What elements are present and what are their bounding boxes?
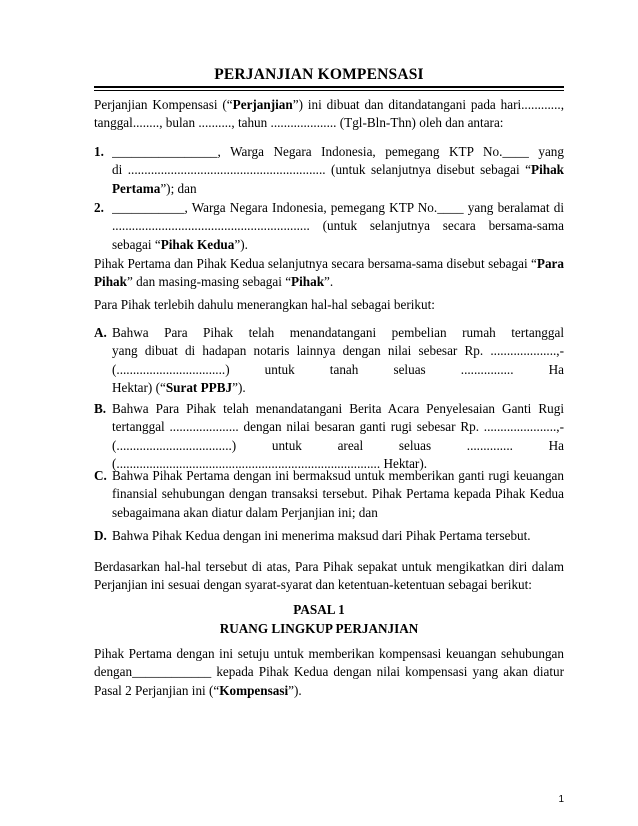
pasal-1-subheading: RUANG LINGKUP PERJANJIAN — [219, 621, 419, 636]
party2-number: 2. — [94, 200, 104, 215]
recital-intro-line: Para Pihak terlebih dahulu menerangkan hal-hal sebagai berikut: — [94, 297, 435, 312]
recital-b-letter: B. — [94, 401, 107, 416]
party1-line-2: di ............................................................ (untuk selanjutnya disebut sebagai “Pihak — [112, 162, 564, 178]
title-rule-thin — [94, 90, 564, 91]
recital-b-line-1: Bahwa Para Pihak telah menandatangani Berita Acara Penyelesaian Ganti Rugi — [112, 401, 564, 416]
intro-paragraph — [94, 96, 564, 133]
party2-paragraph — [112, 199, 564, 254]
recital-d-line-1: Bahwa Pihak Kedua dengan ini menerima maksud dari Pihak Pertama tersebut. — [112, 528, 531, 543]
party1-paragraph — [112, 143, 564, 198]
recital-c-line-1: Bahwa Pihak Pertama dengan ini bermaksud untuk memberikan ganti rugi keuangan — [112, 468, 564, 483]
party2-line-1: ___________, Warga Negara Indonesia, pemegang KTP No.____ yang beralamat di — [112, 200, 564, 215]
recital-intro — [94, 296, 564, 314]
recital-b-line-4: (................................................................................ Hektar). — [112, 456, 428, 472]
recital-a-line-1: Bahwa Para Pihak telah menandatangani pembelian rumah tertanggal — [112, 325, 564, 340]
party2-line-3: sebagai “Pihak Kedua”). — [112, 236, 248, 252]
recital-c-line-2: finansial sehubungan dengan transaksi tersebut. Pihak Pertama kepada Pihak Kedua — [112, 486, 564, 502]
pasal-1-heading: PASAL 1 — [293, 602, 345, 617]
recital-a-line-4: Hektar) (“Surat PPBJ”). — [112, 380, 246, 396]
closing-line-2: Perjanjian ini sesuai dengan syarat-syarat dan ketentuan-ketentuan sebagai berikut: — [94, 577, 532, 593]
recital-d-letter: D. — [94, 528, 107, 543]
intro-line-2: tanggal........, bulan .........., tahun .................... (Tgl-Bln-Thn) oleh dan antara: — [94, 115, 504, 131]
party2-line-2: ............................................................ (untuk selanjutnya secara bersama-sama — [112, 218, 564, 234]
recital-a-line-2: yang dibuat di hadapan notaris lainnya dengan nilai sebesar Rp. ....................,- — [112, 343, 564, 359]
recital-d-paragraph — [112, 527, 564, 545]
party1-line-3: Pertama”); dan — [112, 180, 197, 196]
recital-a-paragraph — [112, 324, 564, 398]
pasal-1-paragraph — [94, 645, 564, 700]
recital-b-line-2: tertanggal ..................... dengan nilai besaran ganti rugi sebesar Rp. ......................,- — [112, 419, 564, 435]
para-pihak-line-1: Pihak Pertama dan Pihak Kedua selanjutnya secara bersama-sama disebut sebagai “Para — [94, 256, 564, 271]
recital-b-paragraph — [112, 400, 564, 474]
pasal-1-line-1: Pihak Pertama dengan ini setuju untuk memberikan kompensasi keuangan sehubungan — [94, 646, 564, 661]
pasal-1-line-3: Pasal 2 Perjanjian ini (“Kompensasi”). — [94, 682, 302, 698]
para-pihak-paragraph — [94, 255, 564, 292]
page-number: 1 — [558, 794, 564, 805]
pasal-1-line-2: dengan____________ kepada Pihak Kedua dengan nilai kompensasi yang akan diatur — [94, 664, 564, 680]
recital-b-line-3: (...................................) untuk areal seluas .............. Ha — [112, 437, 564, 453]
closing-paragraph — [94, 558, 564, 595]
document-title: PERJANJIAN KOMPENSASI — [214, 66, 424, 83]
intro-line-1: Perjanjian Kompensasi (“Perjanjian”) ini dibuat dan ditandatangani pada hari............, — [94, 97, 564, 112]
party1-line-1: ________________, Warga Negara Indonesia, pemegang KTP No.____ yang — [112, 144, 564, 159]
closing-line-1: Berdasarkan hal-hal tersebut di atas, Para Pihak sepakat untuk mengikatkan diri dalam — [94, 559, 564, 574]
party1-number: 1. — [94, 144, 104, 159]
recital-a-letter: A. — [94, 325, 107, 340]
recital-c-line-3: sebagaimana akan diatur dalam Perjanjian ini; dan — [112, 504, 378, 520]
recital-a-line-3: (.................................) untuk tanah seluas ................ Ha — [112, 361, 564, 377]
title-rule-thick — [94, 86, 564, 88]
recital-c-paragraph — [112, 467, 564, 522]
para-pihak-line-2: Pihak” dan masing-masing sebagai “Pihak”. — [94, 274, 334, 290]
recital-c-letter: C. — [94, 468, 107, 483]
